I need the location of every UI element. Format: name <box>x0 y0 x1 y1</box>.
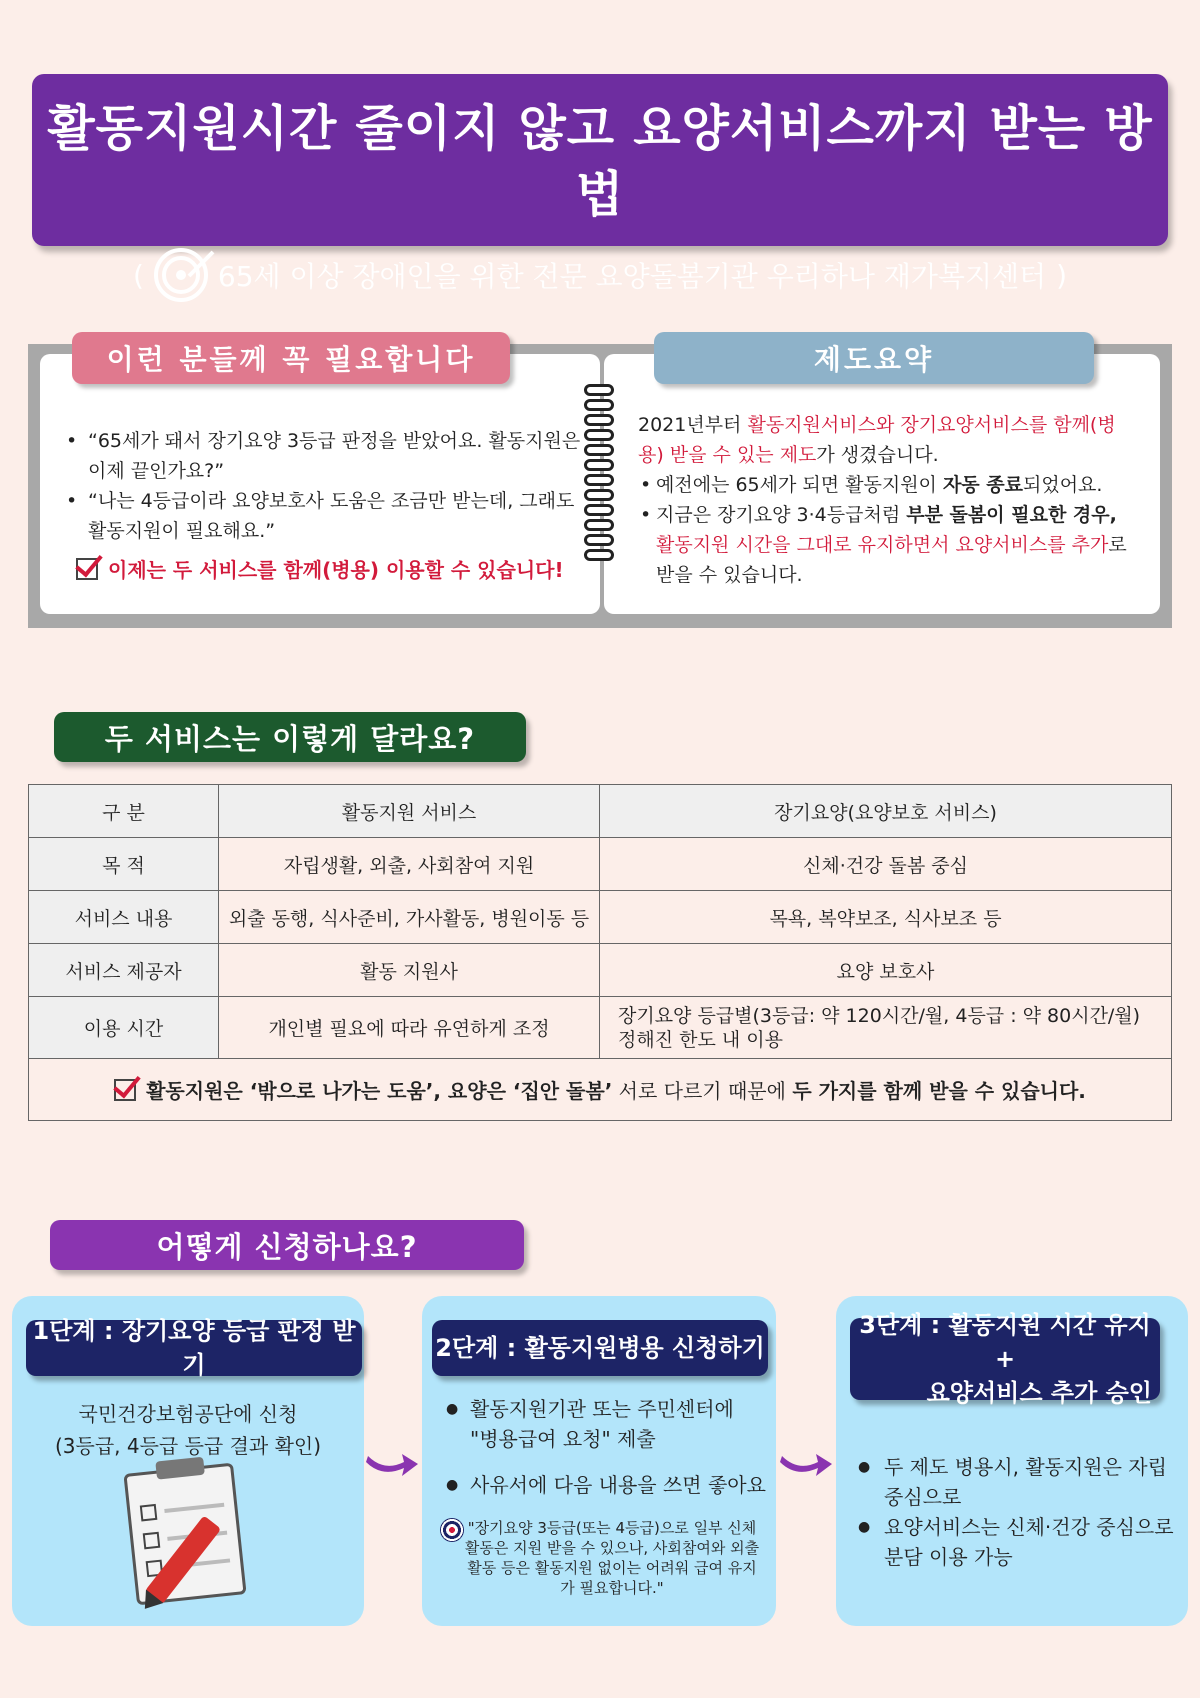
title-banner <box>32 74 1168 293</box>
step-1-body <box>12 1398 364 1462</box>
bullet2-highlight: 활동지원 시간을 그대로 유지하면서 요양서비스를 추가 <box>656 534 1109 556</box>
checkmark-icon <box>76 558 98 580</box>
table-header-cell: 활동지원 서비스 <box>219 785 600 838</box>
step-3-list <box>858 1452 1178 1572</box>
conclusion-text: 이제는 두 서비스를 함께(병용) 이용할 수 있습니다! <box>108 558 564 582</box>
table-header-row <box>29 785 1172 838</box>
step-2-card <box>422 1296 776 1626</box>
subtitle-open-paren: ( <box>132 258 144 292</box>
list-item: ● 사유서에 다음 내용을 쓰면 좋아요 <box>446 1470 766 1500</box>
step-3-title-line: 요양서비스 추가 승인 <box>926 1379 1152 1407</box>
who-needs-tab: 이런 분들께 꼭 필요합니다 <box>72 332 510 384</box>
summary-bullets <box>638 470 1138 590</box>
quote-list <box>62 426 582 546</box>
step-3-card <box>836 1296 1188 1626</box>
table-cell: 목욕, 복약보조, 식사보조 등 <box>600 891 1172 944</box>
table-header-cell: 장기요양(요양보호 서비스) <box>600 785 1172 838</box>
step-1-card <box>12 1296 364 1626</box>
table-row <box>29 838 1172 891</box>
row-label: 서비스 내용 <box>29 891 219 944</box>
cell-line: 장기요양 등급별(3등급: 약 120시간/월, 4등급 : 약 80시간/월) <box>618 1004 1141 1027</box>
notebook-rings <box>584 384 616 564</box>
subtitle-close-paren: ) <box>1056 258 1068 292</box>
notebook-panel <box>28 344 1172 628</box>
table-cell: 활동 지원사 <box>219 944 600 997</box>
table-note-row <box>29 1059 1172 1121</box>
arrow-right-icon <box>364 1442 420 1478</box>
table-cell: 개인별 필요에 따라 유연하게 조정 <box>219 997 600 1059</box>
quote-item: • “나는 4등급이라 요양보호사 도움은 조금만 받는데, 그래도 활동지원이 필요해요.” <box>62 486 582 546</box>
clipboard-icon <box>123 1463 246 1606</box>
table-header-cell: 구 분 <box>29 785 219 838</box>
table-row <box>29 944 1172 997</box>
table-cell: 요양 보호사 <box>600 944 1172 997</box>
note-part: 활동지원은 <box>146 1079 250 1103</box>
bullet2-prefix: 지금은 장기요양 3·4등급처럼 <box>656 504 907 526</box>
summary-text <box>638 410 1138 590</box>
target-icon <box>440 1518 464 1542</box>
step-3-title-line: 3단계 : 활동지원 시간 유지 + <box>859 1311 1151 1373</box>
table-row <box>29 891 1172 944</box>
table-cell: 자립생활, 외출, 사회참여 지원 <box>219 838 600 891</box>
compare-section-title: 두 서비스는 이렇게 달라요? <box>54 712 526 762</box>
note-part: ‘집안 돌봄’ <box>512 1079 613 1103</box>
summary-bullet <box>638 500 1138 590</box>
subtitle-text: 65세 이상 장애인을 위한 전문 요양돌봄기관 우리하나 재가복지센터 <box>217 260 1047 293</box>
row-label: 서비스 제공자 <box>29 944 219 997</box>
bullet1-suffix: 되었어요. <box>1022 474 1103 496</box>
table-row <box>29 997 1172 1059</box>
cell-line: 정해진 한도 내 이용 <box>618 1028 783 1051</box>
list-item: ● 활동지원기관 또는 주민센터에 "병용급여 요청" 제출 <box>446 1394 766 1454</box>
note-part: 서로 다르기 때문에 <box>612 1079 793 1103</box>
intro-prefix: 2021년부터 <box>638 414 748 436</box>
table-cell <box>600 997 1172 1059</box>
summary-intro <box>638 410 1138 470</box>
step-1-line: (3등급, 4등급 등급 결과 확인) <box>54 1434 322 1458</box>
step-1-title: 1단계 : 장기요양 등급 판정 받기 <box>26 1320 362 1376</box>
step-1-line: 국민건강보험공단에 신청 <box>78 1402 298 1426</box>
row-label: 목 적 <box>29 838 219 891</box>
apply-section-title: 어떻게 신청하나요? <box>50 1220 524 1270</box>
list-item: ● 요양서비스는 신체·건강 중심으로 분담 이용 가능 <box>858 1512 1178 1572</box>
page-title: 활동지원시간 줄이지 않고 요양서비스까지 받는 방법 <box>47 100 1153 223</box>
conclusion-line <box>76 554 564 583</box>
intro-suffix: 가 생겼습니다. <box>816 444 939 466</box>
step-3-title <box>850 1311 1160 1407</box>
note-part: ‘밖으로 나가는 도움’ <box>249 1079 434 1103</box>
summary-page <box>604 354 1160 614</box>
quote-item: • “65세가 돼서 장기요양 3등급 판정을 받았어요. 활동지원은 이제 끝인가요?” <box>62 426 582 486</box>
row-label: 이용 시간 <box>29 997 219 1059</box>
summary-tab: 제도요약 <box>654 332 1094 384</box>
table-cell: 외출 동행, 식사준비, 가사활동, 병원이동 등 <box>219 891 600 944</box>
sample-reason-quote: "장기요양 3등급(또는 4등급)으로 일부 신체활동은 지원 받을 수 있으나, 사회참여와 외출활동 등은 활동지원 없이는 어려워 급여 유지가 필요합니다." <box>464 1519 760 1597</box>
who-needs-page <box>40 354 600 614</box>
bullet1-prefix: 예전에는 65세가 되면 활동지원이 <box>656 474 943 496</box>
checkmark-icon <box>114 1079 136 1101</box>
bullet2-suffix: 로 받을 수 있습니다. <box>656 534 1127 586</box>
step-2-title: 2단계 : 활동지원병용 신청하기 <box>432 1320 768 1376</box>
comparison-table <box>28 784 1172 1121</box>
subtitle <box>32 248 1168 302</box>
summary-bullet <box>638 470 1138 500</box>
intro-highlight: 활동지원서비스와 장기요양서비스를 함께(병용) 받을 수 있는 제도 <box>638 414 1116 466</box>
step-2-list <box>446 1394 766 1516</box>
note-part: 두 가지를 함께 받을 수 있습니다. <box>792 1079 1086 1103</box>
table-cell: 신체·건강 돌봄 중심 <box>600 838 1172 891</box>
table-note <box>29 1059 1172 1121</box>
bullet1-bold: 자동 종료 <box>942 474 1023 496</box>
target-icon <box>154 248 208 302</box>
bullet2-bold: 부분 돌봄이 필요한 경우, <box>906 504 1117 526</box>
arrow-right-icon <box>778 1442 834 1478</box>
list-item: ● 두 제도 병용시, 활동지원은 자립 중심으로 <box>858 1452 1178 1512</box>
note-part: , 요양은 <box>433 1079 513 1103</box>
